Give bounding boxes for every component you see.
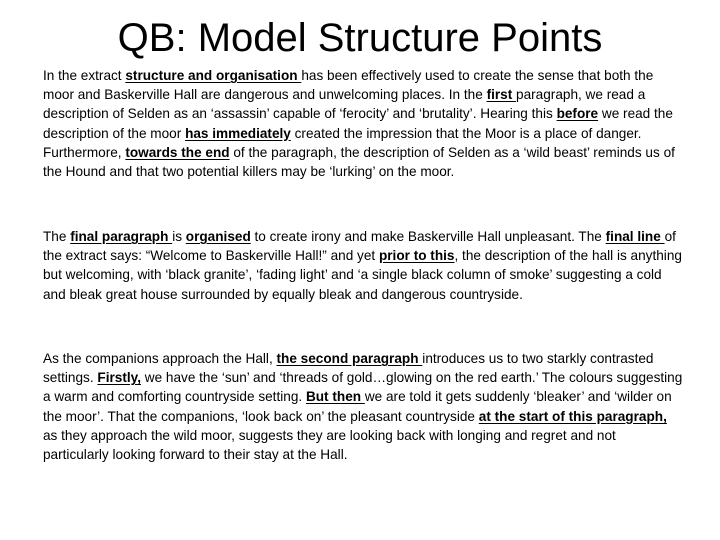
emphasis-before: before [556, 106, 599, 122]
text-run: As the companions approach the Hall, [43, 351, 277, 366]
paragraph-3 [43, 349, 683, 464]
text-run: is [172, 229, 186, 244]
text-run: created the impression that the Moor is a place of danger. Furthermore, [43, 125, 642, 160]
text-run: introduces us to two starkly contrasted settings. [43, 351, 654, 386]
text-run: we have the ‘sun’ and ‘threads of gold…glowing on the red earth.’ The colours suggesting a warm and comforting countryside setting. [43, 370, 683, 405]
text-run: we are told it gets suddenly ‘bleaker’ and ‘wilder on the moor’. That the companions, ‘look back on’ the pleasant countryside [43, 389, 672, 424]
emphasis-organised: organised [185, 229, 251, 244]
emphasis-but-then: But then [305, 389, 365, 405]
emphasis-towards-the-end: towards the end [125, 144, 230, 160]
text-run: of the extract says: “Welcome to Baskerville Hall!” and yet [43, 229, 676, 264]
paragraph-1 [43, 66, 683, 181]
emphasis-first: first [486, 87, 517, 103]
text-run: , the description of the hall is anything but welcoming, with ‘black granite’, ‘fading light’ and ‘a single black column of smoke’ suggesting a cold and bleak great house surrounded by equally bleak and dangerous countryside. [43, 248, 682, 302]
text-run: The [43, 229, 71, 244]
emphasis-firstly: Firstly, [97, 370, 141, 386]
emphasis-at-the-start-of-this-paragraph: at the start of this paragraph, [478, 408, 667, 424]
text-run: as they approach the wild moor, suggests they are looking back with longing and regret and not particularly looking forward to their stay at the Hall. [43, 427, 616, 463]
emphasis-final-line: final line [605, 229, 665, 244]
text-run: to create irony and make Baskerville Hall unpleasant. The [250, 229, 606, 244]
paragraph-2 [43, 227, 683, 304]
text-run: In the extract [43, 68, 126, 83]
text-run: of the paragraph, the description of Selden as a ‘wild beast’ reminds us of the Hound and that two potential killers may be ‘lurking’ on the moor. [43, 144, 675, 180]
emphasis-the-second-paragraph: the second paragraph [276, 351, 423, 366]
emphasis-has-immediately: has immediately [185, 125, 291, 141]
text-run: paragraph, we read a description of Selden as an ‘assassin’ capable of ‘ferocity’ and ‘brutality’. Hearing this [43, 87, 646, 122]
emphasis-structure-and-organisation: structure and organisation [125, 68, 302, 83]
text-run: we read the description of the moor [43, 106, 673, 141]
emphasis-prior-to-this: prior to this [378, 248, 455, 264]
slide-title: QB: Model Structure Points [117, 16, 603, 60]
emphasis-final-paragraph: final paragraph [70, 229, 173, 244]
text-run: has been effectively used to create the sense that both the moor and Baskerville Hall are dangerous and unwelcoming places. In the [43, 68, 654, 103]
